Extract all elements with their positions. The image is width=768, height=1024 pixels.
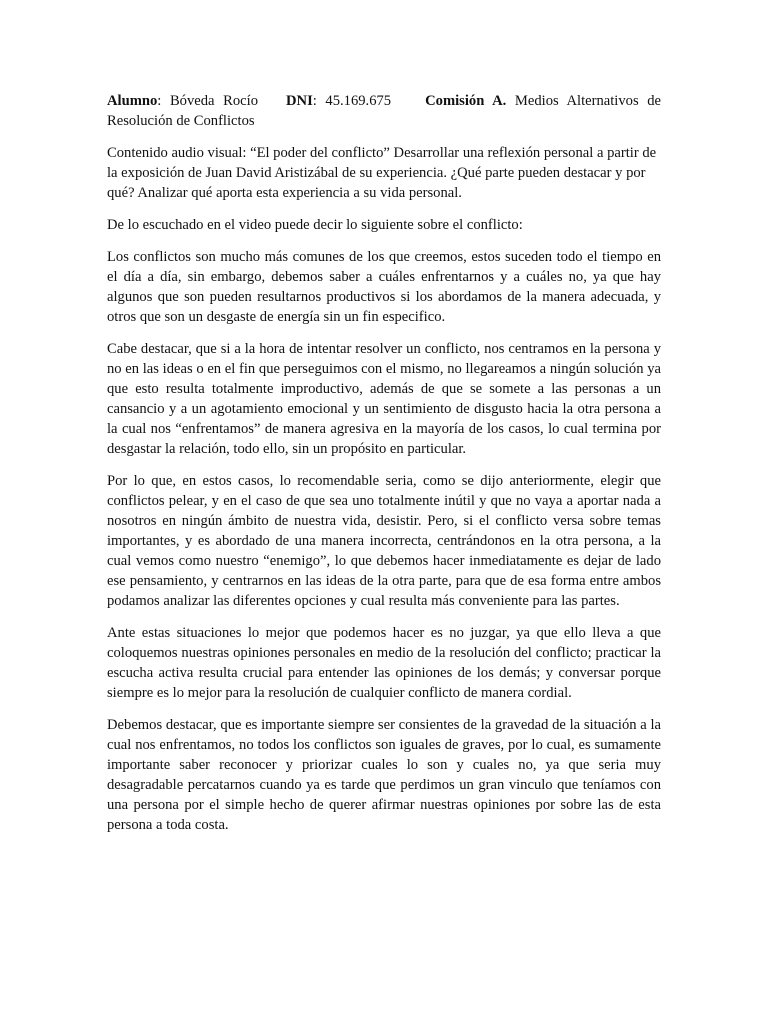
document-page bbox=[107, 91, 661, 847]
course-name: Medios Alternativos de Resolución de Conflictos bbox=[107, 93, 662, 129]
body-paragraph: Ante estas situaciones lo mejor que podemos hacer es no juzgar, ya que ello lleva a que coloquemos nuestras opiniones personales en medio de la resolución del conflicto; practicar la escucha activa resulta crucial para entender las opiniones de los demás; y conversar porque siempre es lo mejor para la resolución de cualquier conflicto de manera cordial. bbox=[107, 625, 661, 701]
body-paragraph: Cabe destacar, que si a la hora de intentar resolver un conflicto, nos centramos en la persona y no en las ideas o en el fin que perseguimos con el mismo, no llegareamos a ningún solución ya que esto resulta totalmente improductivo, además de que se somete a las personas a un cansancio y a un agotamiento emocional y un sentimiento de disgusto hacia la otra persona a la cual nos “enfrentamos” de manera agresiva en la mayoría de los casos, lo cual termina por desgastar la relación, todo ello, sin un propósito en particular. bbox=[107, 341, 661, 457]
body-paragraph: Por lo que, en estos casos, lo recomendable seria, como se dijo anteriormente, elegir que conflictos pelear, y en el caso de que sea uno totalmente inútil y que no vaya a aportar nada a nosotros en ningún ámbito de nuestra vida, desistir. Pero, si el conflicto versa sobre temas importantes, y es abordado de una manera incorrecta, centrándonos en la otra persona, a la cual vemos como nuestro “enemigo”, lo que debemos hacer inmediatamente es dejar de lado ese pensamiento, y centrarnos en las ideas de la otra parte, para que de esa forma entre ambos podamos analizar las diferentes opciones y cual resulta más conveniente para las partes. bbox=[107, 473, 661, 609]
body-paragraph: Debemos destacar, que es importante siempre ser consientes de la gravedad de la situación a la cual nos enfrentamos, no todos los conflictos son iguales de graves, por lo cual, es sumamente importante saber reconocer y priorizar cuales lo son y cuales no, ya que seria muy desagradable percatarnos cuando ya es tarde que perdimos un gran vinculo que teníamos con una persona por el simple hecho de querer afirmar nuestras opiniones por sobre las de esta persona a toda costa. bbox=[107, 717, 661, 833]
body-paragraph: Los conflictos son mucho más comunes de los que creemos, estos suceden todo el tiempo en el día a día, sin embargo, debemos saber a cuáles enfrentarnos y a cuáles no, ya que hay algunos que son pueden resultarnos productivos si los abordamos de la manera adecuada, y otros que son un desgaste de energía sin un fin especifico. bbox=[107, 249, 661, 325]
commission-label: Comisión A. bbox=[425, 93, 507, 109]
dni-label: DNI bbox=[286, 93, 313, 109]
dni-number: : 45.169.675 bbox=[312, 93, 392, 109]
student-name: : Bóveda Rocío bbox=[157, 93, 258, 109]
student-label: Alumno bbox=[107, 93, 158, 109]
assignment-prompt: Contenido audio visual: “El poder del conflicto” Desarrollar una reflexión personal a partir de la exposición de Juan David Aristizábal de su experiencia. ¿Qué parte pueden destacar y por qué? Analizar qué aporta esta experiencia a su vida personal. bbox=[107, 145, 657, 201]
intro-sentence: De lo escuchado en el video puede decir lo siguiente sobre el conflicto: bbox=[107, 217, 523, 233]
document-header bbox=[107, 91, 661, 131]
